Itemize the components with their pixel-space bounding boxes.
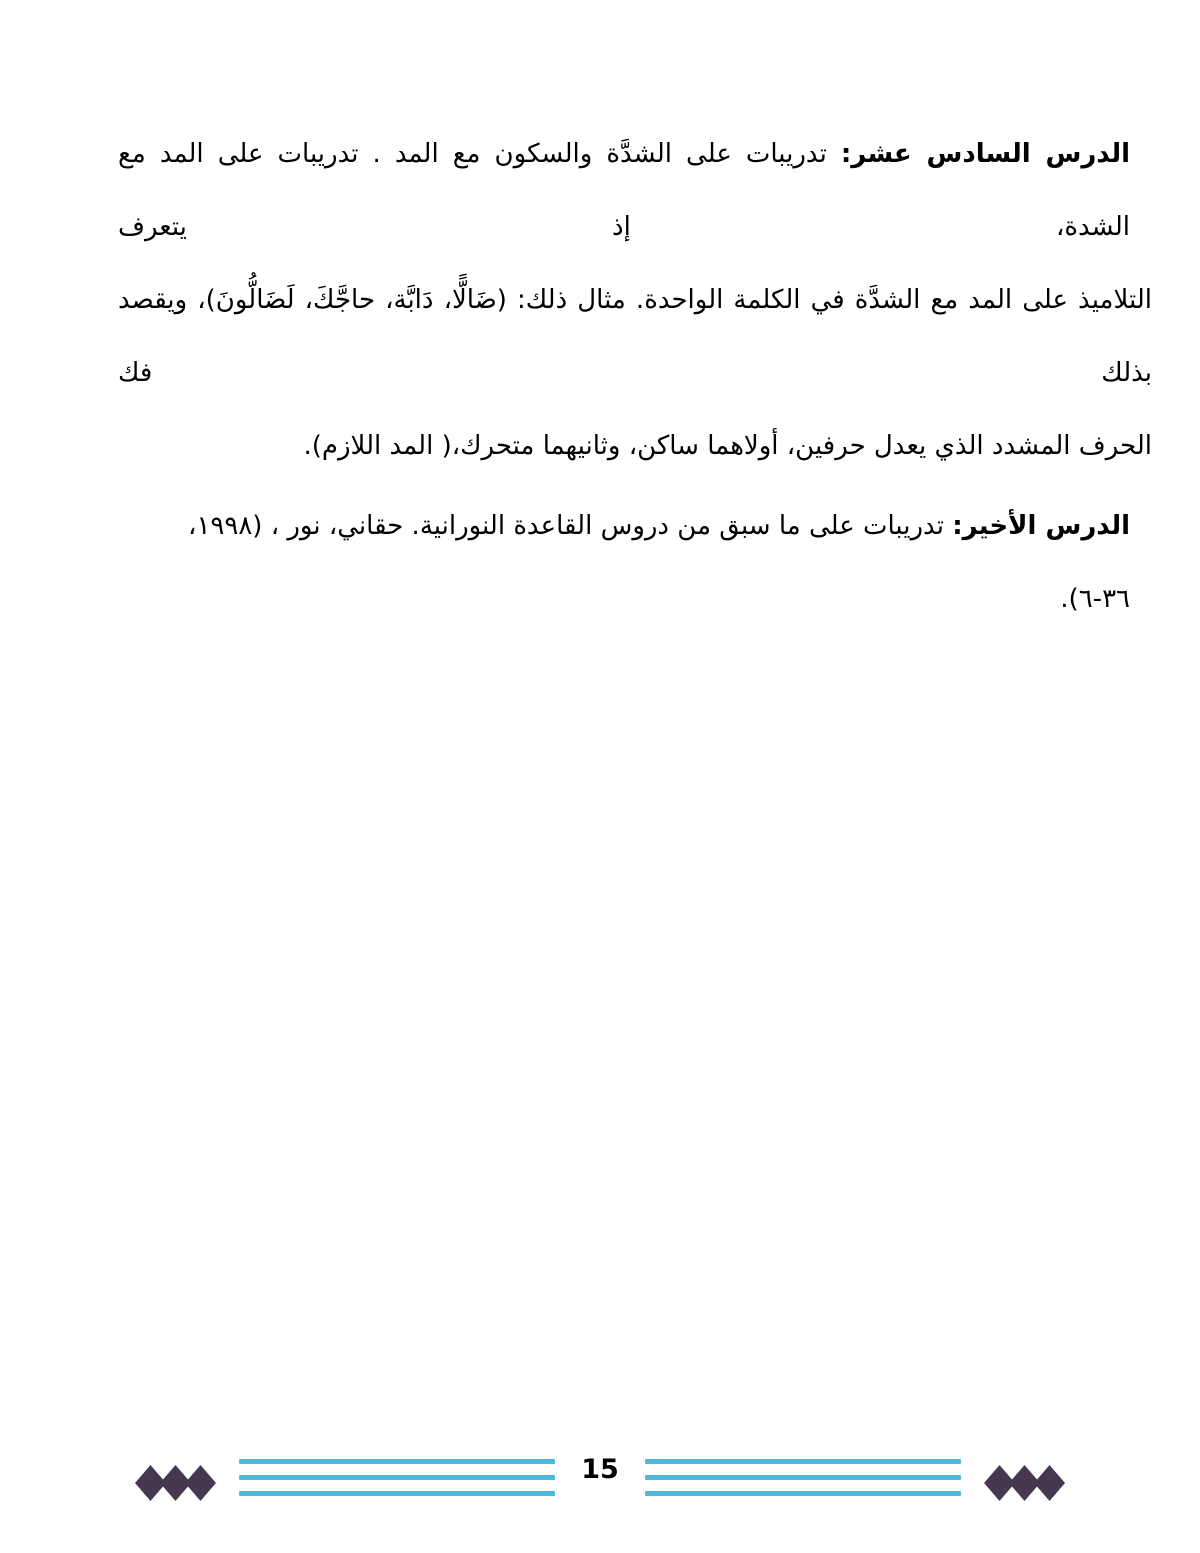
horizontal-rule-line bbox=[645, 1459, 961, 1464]
text-line-1 bbox=[118, 118, 1152, 264]
footer-diamonds-left bbox=[138, 1465, 213, 1501]
horizontal-rule-line bbox=[239, 1491, 555, 1496]
horizontal-rule-line bbox=[239, 1475, 555, 1480]
text-line-2: التلاميذ على المد مع الشدَّة في الكلمة الواحدة. مثال ذلك: (ضَالًّا، دَابَّة، حاجَّكَ، لَضَالُّونَ)، ويقصد بذلك فك bbox=[118, 285, 1152, 388]
horizontal-rule-line bbox=[645, 1491, 961, 1496]
paragraph-lesson-sixteen bbox=[118, 118, 1152, 483]
text-line-4 bbox=[118, 490, 1152, 636]
last-lesson-heading: الدرس الأخير: bbox=[952, 511, 1130, 541]
last-lesson-text-run: تدريبات على ما سبق من دروس القاعدة النورانية. حقاني، نور ، (١٩٩٨، ٣٦-٦). bbox=[188, 511, 1130, 614]
horizontal-rule-line bbox=[645, 1475, 961, 1480]
page-footer bbox=[0, 1448, 1200, 1508]
footer-diamonds-right bbox=[987, 1465, 1062, 1501]
diamond-icon bbox=[1034, 1465, 1065, 1501]
lesson-sixteen-text-run-1: تدريبات على الشدَّة والسكون مع المد . تدريبات على المد مع الشدة، إذ يتعرف bbox=[118, 139, 1130, 242]
footer-rule-block-left bbox=[239, 1459, 555, 1496]
footer-rule-block-right bbox=[645, 1459, 961, 1496]
page-number: 15 bbox=[581, 1453, 619, 1485]
paragraph-last-lesson bbox=[118, 490, 1152, 636]
lesson-sixteen-heading: الدرس السادس عشر: bbox=[840, 139, 1131, 169]
horizontal-rule-line bbox=[239, 1459, 555, 1464]
diamond-icon bbox=[185, 1465, 216, 1501]
page-content bbox=[118, 118, 1152, 636]
text-line-3: الحرف المشدد الذي يعدل حرفين، أولاهما ساكن، وثانيهما متحرك،( المد اللازم). bbox=[303, 431, 1152, 461]
